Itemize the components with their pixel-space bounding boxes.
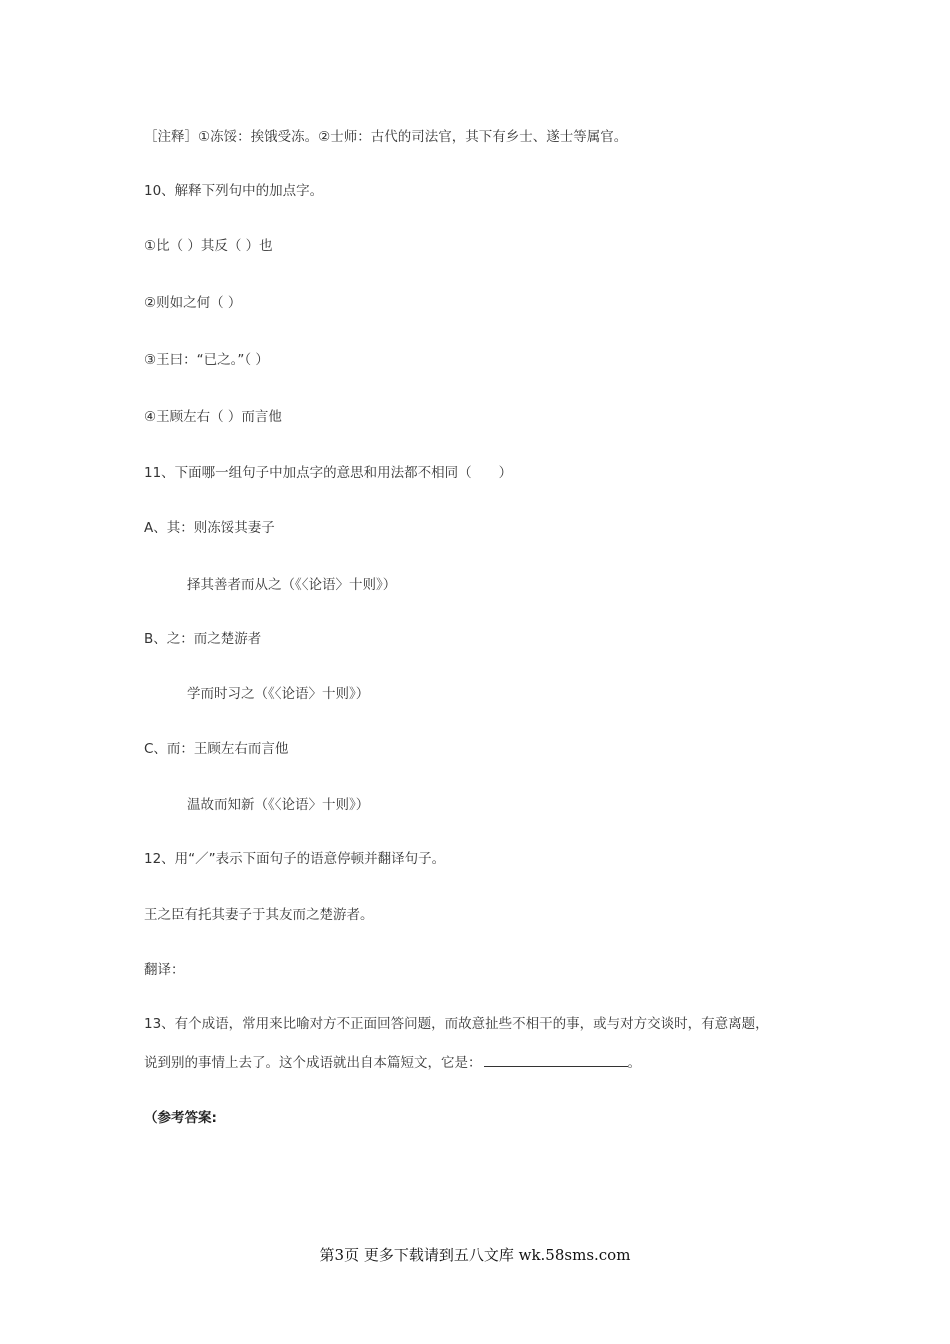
question-10-item-3: ③王曰：“已之。”（ ）: [144, 352, 269, 368]
annotation-note: ［注释］①冻馁：挨饿受冻。②士师：古代的司法官，其下有乡士、遂士等属官。: [144, 129, 628, 145]
question-10-title: 10、解释下列句中的加点字。: [144, 183, 324, 199]
question-10-item-1: ①比（ ）其反（ ）也: [144, 238, 273, 254]
question-11-option-c: C、而：王顾左右而言他: [144, 741, 289, 757]
question-13-line-2-end: 。: [627, 1055, 641, 1071]
question-11-option-a-sub: 择其善者而从之（《〈论语〉十则》）: [187, 577, 397, 593]
question-11-option-b: B、之：而之楚游者: [144, 631, 262, 647]
question-11-option-c-sub: 温故而知新（《〈论语〉十则》）: [187, 797, 370, 813]
question-10-item-4: ④王顾左右（ ）而言他: [144, 409, 282, 425]
answer-blank: [484, 1052, 628, 1067]
question-13-line-1: 13、有个成语，常用来比喻对方不正面回答问题，而故意扯些不相干的事，或与对方交谈时，有意离题，: [144, 1016, 769, 1032]
question-13-line-2: [144, 1052, 641, 1073]
question-12-translate-label: 翻译：: [144, 962, 185, 978]
answer-heading: （参考答案:: [144, 1110, 217, 1126]
question-11-title: 11、下面哪一组句子中加点字的意思和用法都不相同（ ）: [144, 465, 513, 481]
question-12-sentence: 王之臣有托其妻子于其友而之楚游者。: [144, 907, 374, 923]
question-12-title: 12、用“／”表示下面句子的语意停顿并翻译句子。: [144, 851, 446, 867]
question-11-option-a: A、其：则冻馁其妻子: [144, 520, 275, 536]
question-13-line-2-text: 说到别的事情上去了。这个成语就出自本篇短文，它是：: [144, 1055, 482, 1071]
question-11-option-b-sub: 学而时习之（《〈论语〉十则》）: [187, 686, 370, 702]
page-footer: 第3页 更多下载请到五八文库 wk.58sms.com: [319, 1246, 631, 1264]
question-10-item-2: ②则如之何（ ）: [144, 295, 242, 311]
